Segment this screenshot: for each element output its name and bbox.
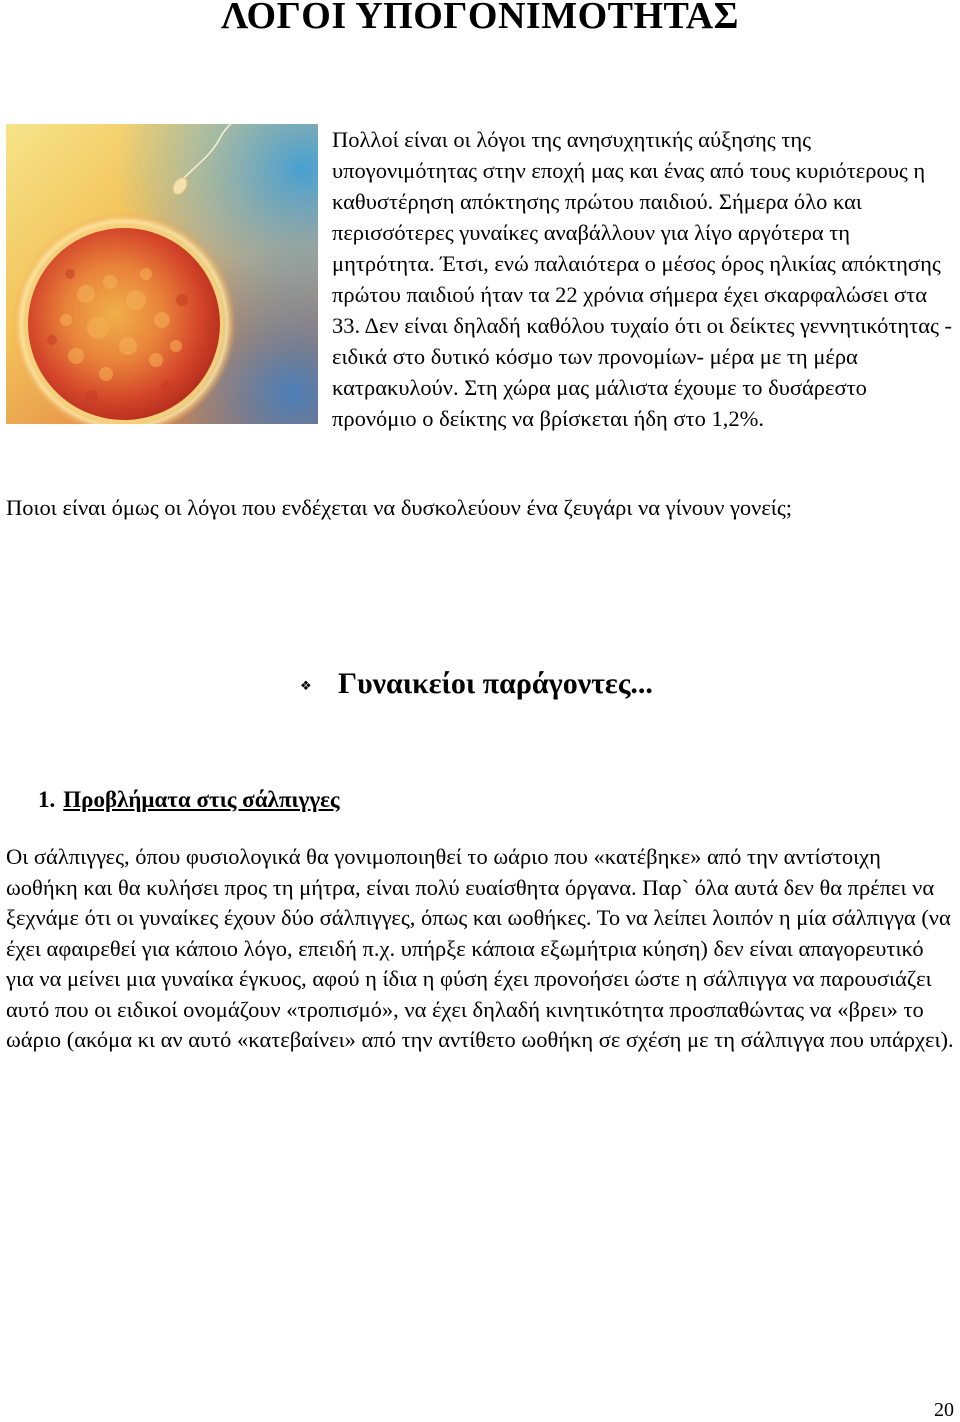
egg-cell-illustration — [6, 124, 318, 424]
subsection-title: Προβλήματα στις σάλπιγγες — [63, 787, 340, 812]
intro-paragraph — [6, 124, 956, 434]
body-paragraph: Οι σάλπιγγες, όπου φυσιολογικά θα γονιμοποιηθεί το ωάριο που «κατέβηκε» από την αντίστοιχη ωοθήκη και θα κυλήσει προς τη μήτρα, είναι πολύ ευαίσθητα όργανα. Παρ` όλα αυτά δεν θα πρέπει να ξεχνάμε ότι οι γυναίκες έχουν δύο σάλπιγγες, όπως και ωοθήκες. Το να λείπει λοιπόν η μία σάλπιγγα (να έχει αφαιρεθεί για κάποιο λόγο, επειδή π.χ. υπήρξε κάποια εξωμήτρια κύηση) δεν είναι απαγορευτικό για να μείνει μια γυναίκα έγκυος, αφού η ίδια η φύση έχει προνοήσει ώστε η σάλπιγγα να παρουσιάζει αυτό που οι ειδικοί ονομάζουν «τροπισμό», να έχει δηλαδή κινητικότητα προσπαθώντας να «βρει» το ωάριο (ακόμα κι αν αυτό «κατεβαίνει» από την αντίθετο ωοθήκη σε σχέση με τη σάλπιγγα που υπάρχει). — [6, 844, 954, 1052]
page-number: 20 — [934, 1399, 954, 1421]
egg-sperm-image — [6, 124, 318, 424]
question-paragraph: Ποιοι είναι όμως οι λόγοι που ενδέχεται να δυσκολεύουν ένα ζευγάρι να γίνουν γονείς; — [6, 495, 793, 520]
subsection-heading — [38, 784, 340, 816]
page-title: ΛΟΓΟΙ ΥΠΟΓΟΝΙΜΟΤΗΤΑΣ — [221, 0, 739, 37]
diamond-bullet-icon: ❖ — [300, 679, 312, 694]
intro-text: Πολλοί είναι οι λόγοι της ανησυχητικής αύξησης της υπογονιμότητας στην εποχή μας και ένας από τους κυριότερους η καθυστέρηση απόκτησης πρώτου παιδιού. Σήμερα όλο και περισσότερες γυναίκες αναβάλλουν για λίγο αργότερα τη μητρότητα. Έτσι, ενώ παλαιότερα ο μέσος όρος ηλικίας απόκτησης πρώτου παιδιού ήταν τα 22 χρόνια σήμερα έχει σκαρφαλώσει στα 33. Δεν είναι δηλαδή καθόλου τυχαίο ότι οι δείκτες γεννητικότητας - ειδικά στο δυτικό κόσμο των προνομίων- μέρα με τη μέρα κατρακυλούν. Στη χώρα μας μάλιστα έχουμε το δυσάρεστο προνόμιο ο δείκτης να βρίσκεται ήδη στο 1,2%. — [332, 127, 953, 431]
section-heading-text: Γυναικείοι παράγοντες... — [338, 667, 653, 700]
section-heading — [300, 664, 653, 704]
subsection-number: 1. — [38, 787, 56, 812]
